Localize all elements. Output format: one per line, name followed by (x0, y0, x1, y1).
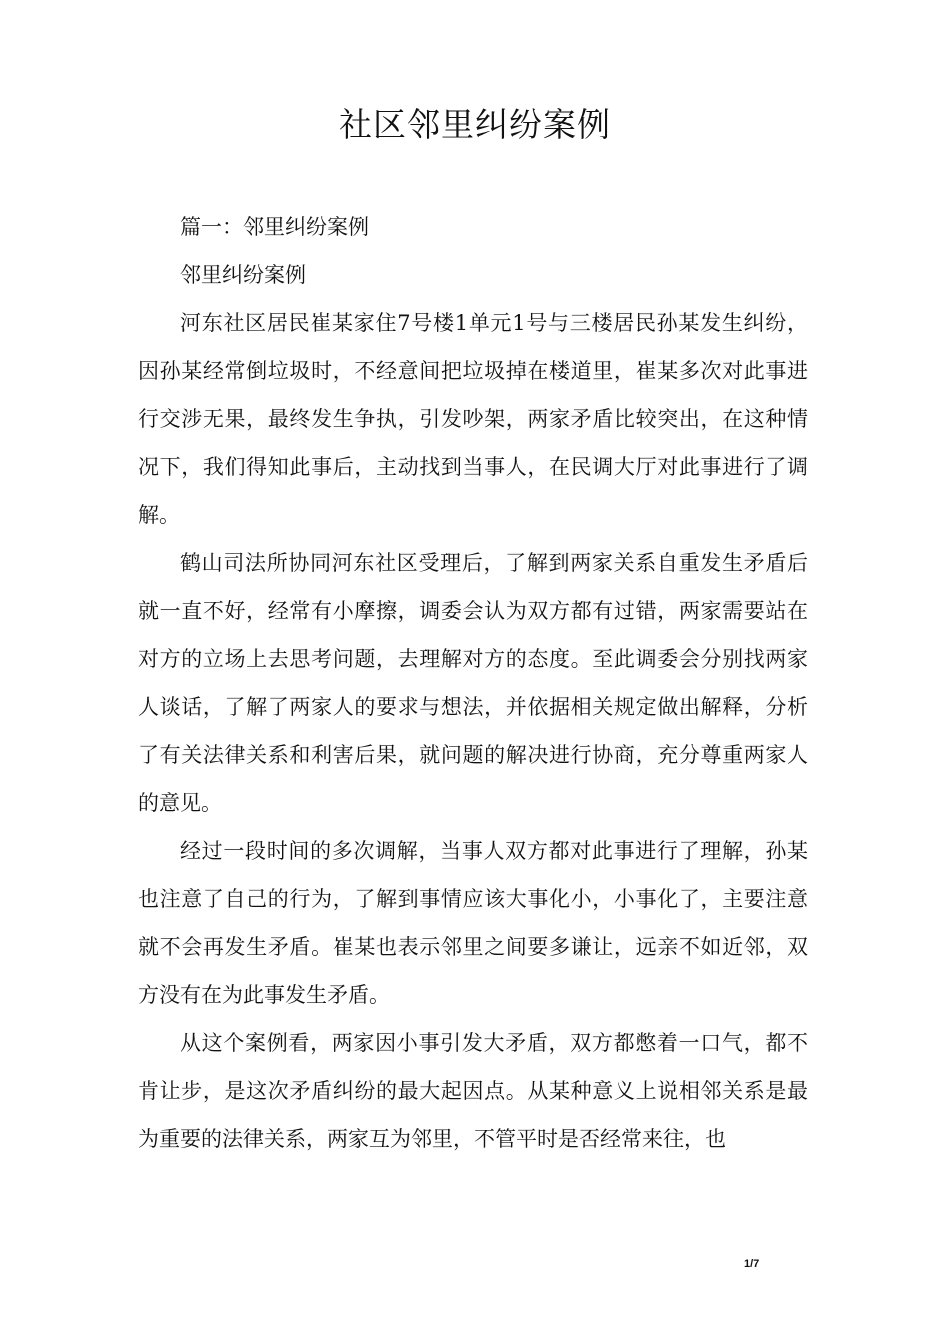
document-body (138, 203, 808, 1163)
body-paragraph: 从这个案例看，两家因小事引发大矛盾，双方都憋着一口气，都不肯让步，是这次矛盾纠纷的最大起因点。从某种意义上说相邻关系是最为重要的法律关系，两家互为邻里，不管平时是否经常来往，也 (138, 1031, 808, 1151)
body-paragraph: 鹤山司法所协同河东社区受理后，了解到两家关系自重发生矛盾后就一直不好，经常有小摩擦，调委会认为双方都有过错，两家需要站在对方的立场上去思考问题，去理解对方的态度。至此调委会分别找两家人谈话，了解了两家人的要求与想法，并依据相关规定做出解释，分析了有关法律关系和利害后果，就问题的解决进行协商，充分尊重两家人的意见。 (138, 551, 808, 815)
body-paragraph: 经过一段时间的多次调解，当事人双方都对此事进行了理解，孙某也注意了自己的行为，了解到事情应该大事化小，小事化了，主要注意就不会再发生矛盾。崔某也表示邻里之间要多谦让，远亲不如近邻，双方没有在为此事发生矛盾。 (138, 839, 808, 1007)
body-paragraph: 河东社区居民崔某家住7号楼1单元1号与三楼居民孙某发生纠纷，因孙某经常倒垃圾时，不经意间把垃圾掉在楼道里，崔某多次对此事进行交涉无果，最终发生争执，引发吵架，两家矛盾比较突出，在这种情况下，我们得知此事后，主动找到当事人，在民调大厅对此事进行了调解。 (138, 311, 808, 527)
case-heading: 邻里纠纷案例 (180, 263, 306, 287)
document-title: 社区邻里纠纷案例 (339, 105, 611, 144)
page-number: 1/7 (744, 1258, 760, 1270)
section-heading: 篇一：邻里纠纷案例 (180, 215, 369, 239)
